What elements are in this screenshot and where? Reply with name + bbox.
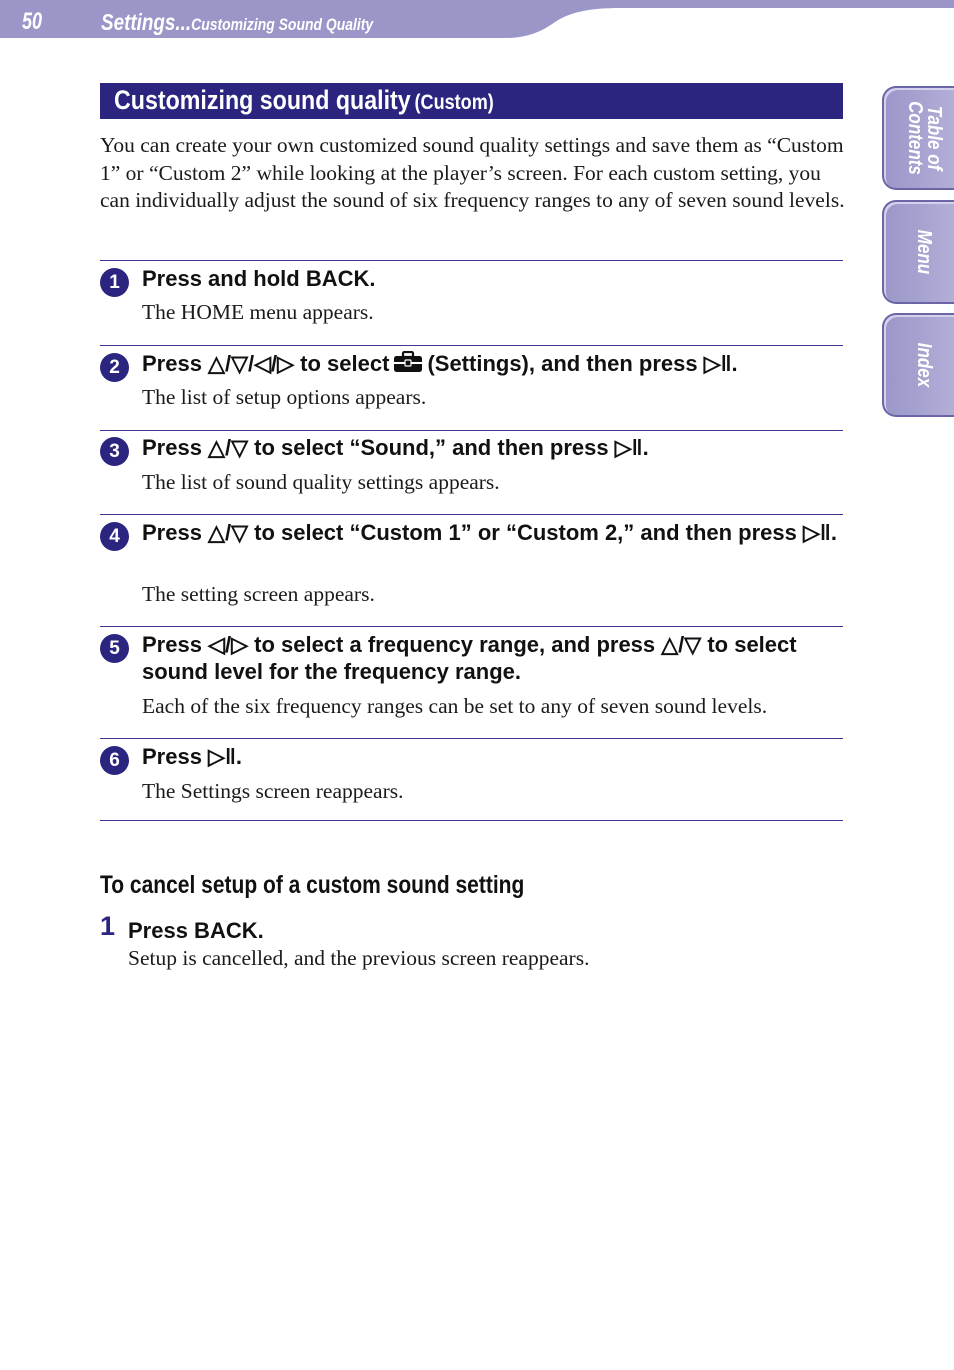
cancel-step-number: 1: [100, 911, 116, 941]
step-number-badge: 3: [100, 437, 129, 466]
step-number-badge: 4: [100, 522, 129, 551]
step-heading-part: (Settings), and then press ▷‖.: [427, 351, 738, 376]
step-result: The list of setup options appears.: [142, 385, 427, 409]
step-result: The HOME menu appears.: [142, 300, 374, 324]
divider: [100, 514, 843, 515]
tab-index[interactable]: [882, 313, 954, 417]
step-heading: [142, 350, 845, 377]
step-number-badge: 2: [100, 353, 129, 382]
page-number: 50: [22, 8, 43, 35]
step-result: The Settings screen reappears.: [142, 779, 404, 803]
step-heading: Press ▷‖.: [142, 744, 243, 769]
toolbox-icon: [393, 351, 423, 373]
page-header: [0, 0, 954, 42]
section-title-bar: [100, 83, 843, 119]
step-number-badge: 6: [100, 746, 129, 775]
divider: [100, 430, 843, 431]
step-number-badge: 1: [100, 268, 129, 297]
subsection-heading: To cancel setup of a custom sound setting: [100, 871, 525, 899]
tab-table-of-contents[interactable]: [882, 86, 954, 190]
breadcrumb-main[interactable]: Settings: [101, 9, 176, 35]
step-result: The list of sound quality settings appears.: [142, 470, 500, 494]
tab-label-toc: Table of Contents: [904, 101, 945, 175]
divider: [100, 260, 843, 261]
intro-paragraph: You can create your own customized sound quality settings and save them as “Custom 1” or “Custom 2” while looking at the player’s screen. For each custom setting, you can individually adjust the sound of six frequency ranges to any of seven sound levels.: [100, 133, 845, 212]
breadcrumb[interactable]: [101, 9, 373, 36]
cancel-step-result: Setup is cancelled, and the previous screen reappears.: [128, 946, 590, 970]
divider: [100, 820, 843, 821]
step-heading: Press ◁/▷ to select a frequency range, and press △/▽ to select sound level for the frequency range.: [142, 632, 797, 684]
cancel-step-heading: Press BACK.: [128, 918, 264, 943]
step-heading: Press △/▽ to select “Sound,” and then press ▷‖.: [142, 435, 649, 460]
divider: [100, 345, 843, 346]
section-title-suffix: (Custom): [414, 91, 494, 114]
breadcrumb-separator: ...: [175, 9, 192, 35]
tab-label-menu: Menu: [913, 229, 935, 275]
tab-menu[interactable]: [882, 200, 954, 304]
step-heading-part: Press △/▽/◁/▷ to select: [142, 351, 390, 376]
tab-label-index: Index: [913, 342, 935, 388]
section-title: [114, 85, 494, 116]
step-number-badge: 5: [100, 634, 129, 663]
divider: [100, 626, 843, 627]
step-result: Each of the six frequency ranges can be set to any of seven sound levels.: [142, 694, 768, 718]
step-heading: Press △/▽ to select “Custom 1” or “Custom 2,” and then press ▷‖.: [142, 520, 837, 545]
section-title-main: Customizing sound quality: [114, 85, 411, 115]
step-heading: Press and hold BACK.: [142, 266, 376, 291]
breadcrumb-sub: Customizing Sound Quality: [191, 15, 374, 34]
divider: [100, 738, 843, 739]
step-result: The setting screen appears.: [142, 582, 375, 606]
